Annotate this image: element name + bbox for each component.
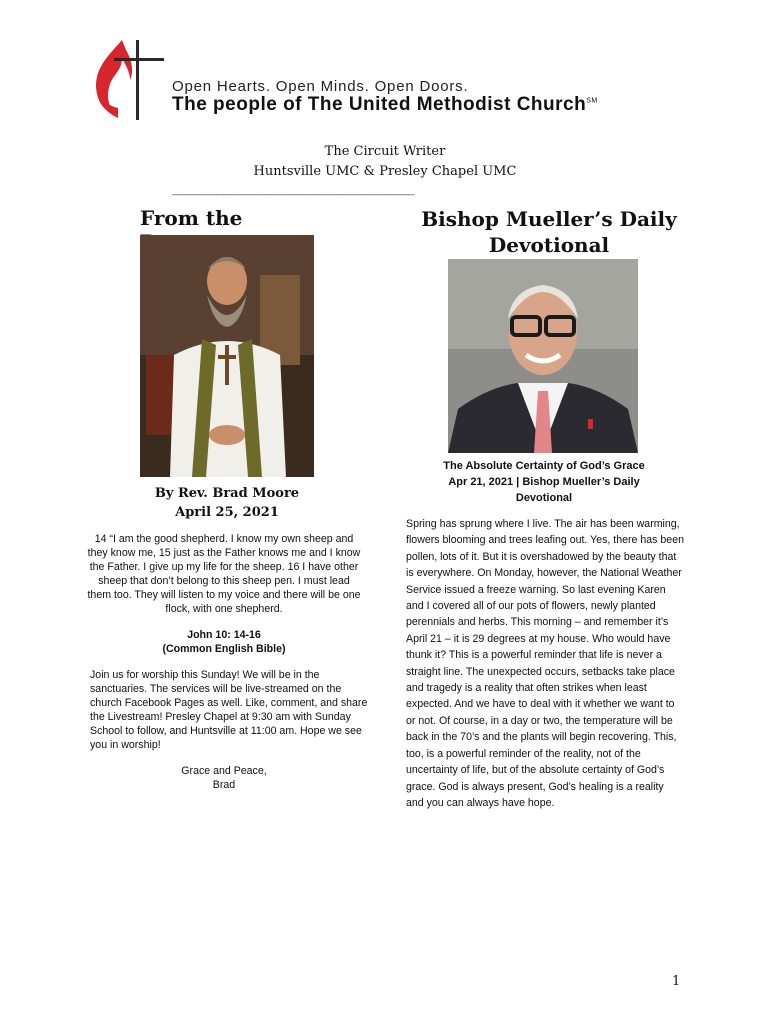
closing-line: Grace and Peace,: [181, 765, 267, 777]
worship-announcement: Join us for worship this Sunday! We will be in the sanctuaries. The services will be live-streamed on the church Facebook Pages as well. Like, comment, and share the Livestream! Presley Chapel at 9:30 am with Sunday School to follow, and Huntsville at 11:00 am. Hope we see you in worship!: [90, 669, 368, 751]
byline-name: By Rev. Brad Moore: [154, 486, 300, 501]
newsletter-subtitle: Huntsville UMC & Presley Chapel UMC: [253, 164, 517, 179]
pastor-byline: [140, 484, 314, 522]
cross-and-flame-icon: [92, 36, 168, 122]
scripture-passage: 14 “I am the good shepherd. I know my own sheep and they know me, 15 just as the Father knows me and I know the Father. I give up my life for the sheep. 16 I have other sheep that don’t belong to this sheep pen. I must lead them too. They will listen to my voice and there will be one flock, with one shepherd.: [87, 533, 361, 615]
bishop-photo: [448, 259, 638, 453]
devotional-meta: Apr 21, 2021 | Bishop Mueller’s Daily Devotional: [448, 476, 640, 504]
pastor-heading: From the: [140, 206, 243, 230]
byline-date: April 25, 2021: [175, 505, 279, 520]
devotional-title-block: [420, 458, 668, 506]
devotional-title: The Absolute Certainty of God’s Grace: [443, 460, 645, 472]
page-number: 1: [672, 974, 681, 989]
devotional-body: Spring has sprung where I live. The air has been warming, flowers blooming and trees leafing out. Yes, there has been pollen, lots of it. But it is overshadowed by the beauty that is everywhere. On Monday, however, the National Weather Service issued a freeze warning. So last evening Karen and I covered all of our pots of flowers, newly planted perennials and herbs. This morning – and remember it’s April 21 – it is 29 degrees at my house. Who would have thunk it? This is a powerful reminder that life is never a straight line. The unexpected occurs, setbacks take place and tragedy is a reality that often strikes when least expected. And we have to deal with it whether we want to or not. Of course, in a day or two, the temperature will be back in the 70’s and the plants will begin recovering. This, too, is a powerful reminder of the reality, not of the uncertainty of life, but of the absolute certainty of God’s grace. God is always present, God’s healing is a reality and you can always have hope.: [406, 518, 684, 809]
signature: Brad: [212, 779, 236, 791]
reference-line-1: John 10: 14-16: [187, 629, 261, 641]
umc-logo: [92, 36, 712, 126]
logo-tagline: Open Hearts. Open Minds. Open Doors.: [172, 78, 469, 95]
newsletter-title: The Circuit Writer: [324, 144, 446, 159]
reference-line-2: (Common English Bible): [162, 643, 286, 655]
devotional-heading: Bishop Mueller’s Daily Devotional: [421, 207, 677, 257]
service-mark: SM: [586, 97, 598, 105]
pastor-photo: [140, 235, 314, 477]
closing-signoff: [86, 764, 362, 792]
logo-brand-name: [172, 94, 598, 116]
header-divider: ___________________________________________: [172, 184, 414, 196]
logo-brand-text: The people of The United Methodist Church: [172, 94, 587, 115]
scripture-reference: [86, 628, 362, 656]
